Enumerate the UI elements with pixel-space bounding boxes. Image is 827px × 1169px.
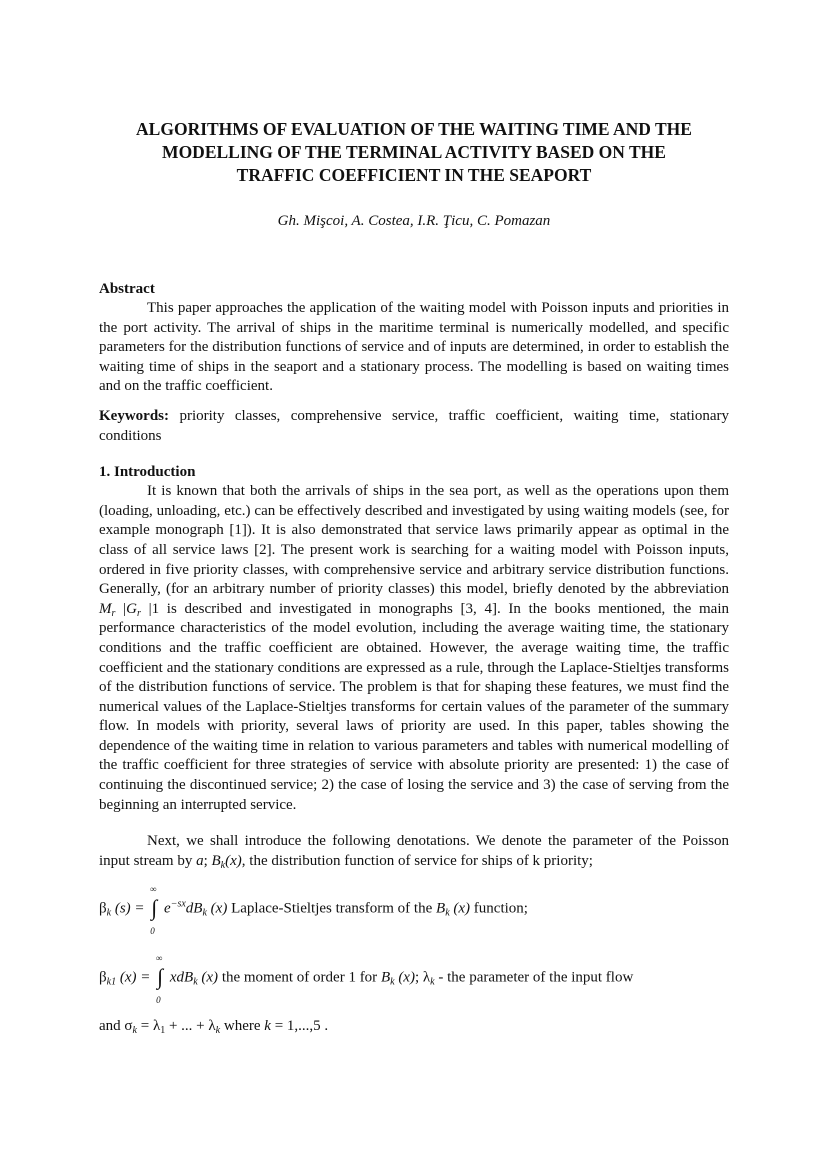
title-line-2: MODELLING OF THE TERMINAL ACTIVITY BASED ON THE: [162, 142, 666, 162]
model-notation: $M_r$ $|G_r$ |1: [99, 600, 160, 619]
introduction-paragraph-2: Next, we shall introduce the following denotations. We denote the parameter of the Poisson input stream by a; $B_k(x)$, the distribution function of service for ships of k priority;: [99, 833, 729, 871]
formula-sigma-sum: and $\sigma_k = \lambda_1$ + ... + $\lambda_k$ where k = 1,...,5 .: [99, 1017, 329, 1036]
intro-p1-part-b: is described and investigated in monographs [3, 4]. In the books mentioned, the main performance characteristics of the model evolution, including the average waiting time, the stationary conditions and the traffic coefficient are obtained. However, the average waiting time, the traffic coefficient and the stationary conditions are expressed as a rule, through the Laplace-Stieltjes transforms of the distribution functions of service. The problem is that for shaping these features, we must find the numerical values of the Laplace-Stieltjes transforms for certain values of the parameter of the summary flow. In models with priority, several laws of priority are used. In this paper, tables showing the dependence of the waiting time in relation to various parameters and tables with numerical modelling of the traffic coefficient for three strategies of service with absolute priority are presented: 1) the case of continuing the discontinued service; 2) the case of losing the service and 3) the case of serving from the beginning an interrupted service.: [99, 600, 729, 813]
authors: Gh. Mişcoi, A. Costea, I.R. Ţicu, C. Pomazan: [277, 213, 551, 229]
introduction-paragraph-1: [99, 482, 729, 815]
abstract-text: This paper approaches the application of the waiting model with Poisson inputs and priorities in the port activity. The arrival of ships in the maritime terminal is numerically modelled, and specific parameters for the distribution functions of service and of inputs are determined, in order to establish the waiting time of ships in the seaport and a stationary process. The modelling is based on waiting times and on the traffic coefficient.: [99, 300, 729, 395]
paper-title: [99, 118, 729, 187]
integral-sign: ∞ ∫ 0: [150, 884, 158, 937]
formula-laplace-stieltjes: $\beta_k$ (s) = ∞ ∫ 0 $e^{-sx}dB_k$ (x) Laplace-Stieltjes transform of the $B_k$ (x) function;: [99, 884, 528, 937]
title-line-1: ALGORITHMS OF EVALUATION OF THE WAITING TIME AND THE: [136, 119, 692, 139]
abstract-heading: Abstract: [99, 281, 155, 297]
keywords-text: priority classes, comprehensive service, traffic coefficient, waiting time, stationary conditions: [99, 407, 729, 444]
bk-function: $B_k(x)$: [211, 852, 242, 871]
paper-page: [99, 118, 729, 1036]
title-line-3: TRAFFIC COEFFICIENT IN THE SEAPORT: [236, 165, 592, 185]
intro-p1-part-a: It is known that both the arrivals of ships in the sea port, as well as the operations upon them (loading, unloading, etc.) can be effectively described and investigated by using waiting models (see, for example monograph [1]). It is also demonstrated that service laws primarily appear as optimal in the class of all service laws [2]. The present work is searching for a waiting model with Poisson inputs, ordered in five priority classes, with comprehensive service and arbitrary service distribution functions. Generally, (for an arbitrary number of priority classes) this model, briefly denoted by the abbreviation: [99, 483, 729, 598]
formula-first-moment: $\beta_{k1}$ (x) = ∞ ∫ 0 xdB$_k$ (x) the moment of order 1 for $B_k$ (x); $\lambda_k$ - the parameter of the input flow: [99, 953, 634, 1006]
introduction-heading: 1. Introduction: [99, 464, 196, 481]
integral-sign: ∞ ∫ 0: [156, 953, 164, 1006]
keywords: [99, 407, 729, 446]
keywords-label: Keywords:: [99, 407, 169, 424]
